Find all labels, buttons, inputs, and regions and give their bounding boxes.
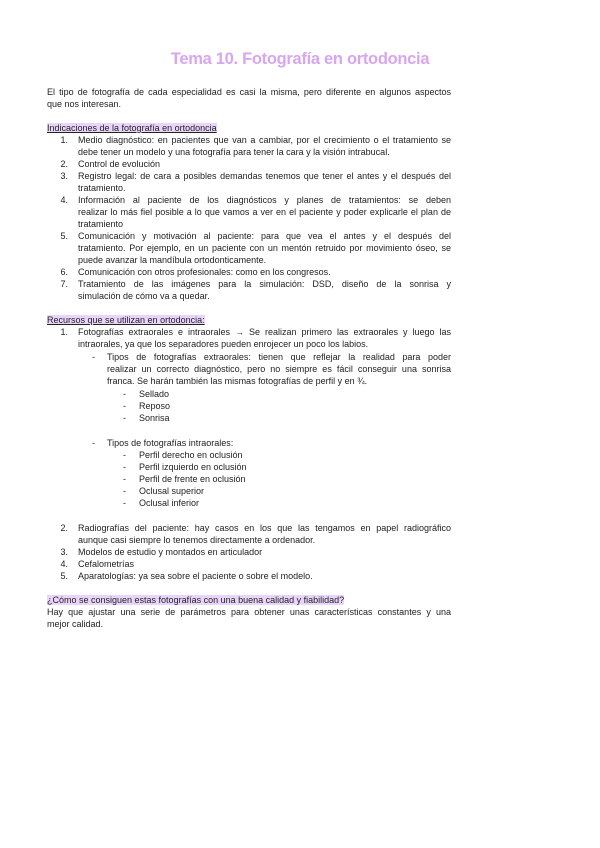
list-item-text: aunque casi siempre lo tenemos directamente a ordenador. xyxy=(78,535,316,545)
list-dash: - xyxy=(123,474,126,484)
list-item-text: realizar un correcto diagnóstico, pero no siempre es fácil conseguir una sonrisa xyxy=(107,364,451,374)
sub-list-item: Perfil izquierdo en oclusión xyxy=(139,462,247,472)
sub-list-item: Sonrisa xyxy=(139,413,170,423)
list-dash: - xyxy=(123,462,126,472)
list-number: 3. xyxy=(60,171,68,181)
list-number: 4. xyxy=(60,559,68,569)
list-number: 1. xyxy=(60,135,68,145)
list-item-text: debe tener un modelo y una fotografía para tener la cara y la visión intrabucal. xyxy=(78,147,390,157)
list-dash: - xyxy=(92,352,95,362)
list-number: 2. xyxy=(60,523,68,533)
sub-list-item: Perfil derecho en oclusión xyxy=(139,450,243,460)
list-item-text: franca. Se harán también las mismas fotografías de perfil y en ¾. xyxy=(107,376,368,386)
list-item-text: Cefalometrías xyxy=(78,559,135,569)
list-item-text: Registro legal: de cara a posibles demandas tenemos que tener el antes y el después del xyxy=(78,171,451,181)
list-item-text: Información al paciente de los diagnósticos y planes de tratamientos: se deben xyxy=(78,195,451,205)
sub-list-item: Perfil de frente en oclusión xyxy=(139,474,246,484)
list-number: 6. xyxy=(60,267,68,277)
list-item-text: Comunicación con otros profesionales: como en los congresos. xyxy=(78,267,331,277)
list-number: 5. xyxy=(60,571,68,581)
section-heading-indicaciones: Indicaciones de la fotografía en ortodoncia xyxy=(47,123,217,133)
list-item-text: puede avanzar la mandíbula ortodonticamente. xyxy=(78,255,267,265)
list-item-text: Medio diagnóstico: en pacientes que van a cambiar, por el crecimiento o el tratamiento se xyxy=(78,135,451,145)
list-dash: - xyxy=(123,486,126,496)
sub-list-item: Sellado xyxy=(139,389,170,399)
list-item-text: tratamiento. xyxy=(78,183,126,193)
paragraph-line: Hay que ajustar una serie de parámetros para obtener unas características constantes y una xyxy=(47,607,451,617)
sub-list-item: Oclusal inferior xyxy=(139,498,200,508)
list-dash: - xyxy=(123,401,126,411)
sub-list-item: Reposo xyxy=(139,401,171,411)
list-number: 5. xyxy=(60,231,68,241)
list-dash: - xyxy=(123,450,126,460)
list-item-text: simulación de cómo va a quedar. xyxy=(78,291,210,301)
list-item-text: tratamiento xyxy=(78,219,124,229)
list-item-text: Comunicación y motivación al paciente: para que vea el antes y el después del xyxy=(78,231,451,241)
list-number: 2. xyxy=(60,159,68,169)
list-item-text: Tipos de fotografías extraorales: tienen que reflejar la realidad para poder xyxy=(107,352,451,362)
list-number: 1. xyxy=(60,327,68,337)
list-number: 3. xyxy=(60,547,68,557)
list-item-text: realizar lo más fiel posible a lo que vamos a ver en el paciente y poder explicarle el plan de xyxy=(78,207,451,217)
list-item-text: Tipos de fotografías intraorales: xyxy=(107,438,234,448)
page-title: Tema 10. Fotografía en ortodoncia xyxy=(170,50,430,68)
list-dash: - xyxy=(123,413,126,423)
sub-list-item: Oclusal superior xyxy=(139,486,205,496)
list-item-text: intraorales, ya que los separadores pueden enrojecer un poco los labios. xyxy=(78,339,369,349)
list-dash: - xyxy=(92,438,95,448)
list-number: 4. xyxy=(60,195,68,205)
intro-line: que nos interesan. xyxy=(47,99,122,109)
list-dash: - xyxy=(123,498,126,508)
list-item-text: Aparatologías: ya sea sobre el paciente o sobre el modelo. xyxy=(78,571,313,581)
list-item-text: Radiografías del paciente: hay casos en los que las tengamos en papel radiográfico xyxy=(78,523,451,533)
list-dash: - xyxy=(123,389,126,399)
list-item-text: Modelos de estudio y montados en articulador xyxy=(78,547,263,557)
list-item-text: Tratamiento de las imágenes para la simulación: DSD, diseño de la sonrisa y xyxy=(78,279,451,289)
list-item-text: Control de evolución xyxy=(78,159,161,169)
list-number: 7. xyxy=(60,279,68,289)
list-item-text: Fotografías extraorales e intraorales → Se realizan primero las extraorales y luego las xyxy=(78,327,451,337)
paragraph-line: mejor calidad. xyxy=(47,619,104,629)
section-heading-recursos: Recursos que se utilizan en ortodoncia: xyxy=(47,315,205,325)
intro-line: El tipo de fotografía de cada especialidad es casi la misma, pero diferente en algunos aspectos xyxy=(47,87,451,97)
list-item-text: tratamiento. Por ejemplo, en un paciente con un mentón retruido por movimiento óseo, se xyxy=(78,243,451,253)
section-heading-calidad: ¿Cómo se consiguen estas fotografías con una buena calidad y fiabilidad? xyxy=(47,595,345,605)
